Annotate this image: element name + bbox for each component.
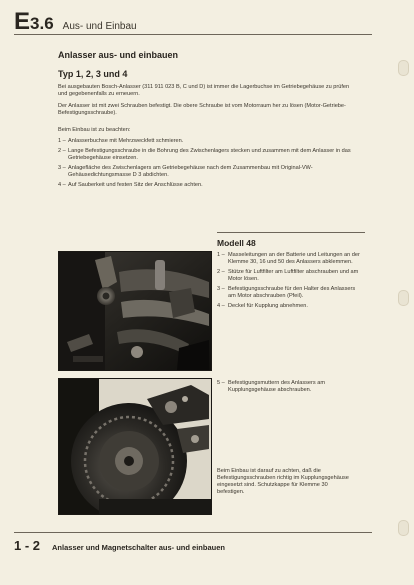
install-steps	[58, 138, 360, 192]
punch-hole	[398, 520, 409, 536]
step-text: Anlasserbuchse mit Mehrzweckfett schmieren.	[68, 138, 184, 144]
page-number: 1 - 2	[14, 538, 41, 553]
step-text: Masseleitungen an der Batterie und Leitungen an der Klemme 30, 16 und 50 des Anlassers abklemmen.	[228, 252, 360, 265]
list-item	[58, 138, 360, 145]
section-title: Aus- und Einbau	[62, 21, 137, 32]
engine-photo-illustration	[59, 252, 211, 370]
model48-steps	[217, 252, 360, 313]
punch-hole	[398, 290, 409, 306]
list-item	[217, 269, 360, 283]
type-subheading: Typ 1, 2, 3 und 4	[58, 69, 128, 79]
engine-photo	[58, 251, 212, 371]
header-rule	[14, 34, 372, 35]
step-text: Befestigungsschraube für den Halter des Anlassers am Motor abschrauben (Pfeil).	[228, 286, 356, 299]
install-note: Beim Einbau ist darauf zu achten, daß die Befestigungsschrauben richtig im Kupplungsgehäuse eingesetzt sind. Schutzkappe für Klemme 30 befestigen.	[217, 468, 349, 495]
main-heading: Anlasser aus- und einbauen	[58, 50, 179, 60]
footer-rule	[14, 532, 372, 533]
step-number: 2 –	[58, 148, 66, 154]
section-letter: E	[14, 8, 30, 35]
step-number: 4 –	[217, 303, 225, 309]
step-text: Auf Sauberkeit und festen Sitz der Anschlüsse achten.	[68, 182, 203, 188]
page-footer	[14, 538, 225, 553]
intro-paragraph-1: Bei ausgebauten Bosch-Anlasser (311 911 023 B, C und D) ist immer die Lagerbuchse im Getriebegehäuse zu prüfen und gegebenenfalls zu erneuern.	[58, 84, 350, 97]
step-number: 1 –	[58, 138, 66, 144]
model-rule	[217, 232, 365, 233]
step-number: 1 –	[217, 252, 225, 258]
section-header	[14, 8, 137, 36]
list-item	[58, 165, 360, 179]
list-item	[58, 148, 360, 162]
footer-title: Anlasser und Magnetschalter aus- und einbauen	[52, 543, 225, 552]
list-item	[58, 182, 360, 189]
list-item	[217, 286, 360, 300]
model-heading: Modell 48	[217, 238, 256, 248]
step-number: 5 –	[217, 380, 225, 386]
step-number: 3 –	[58, 165, 66, 171]
clutch-photo	[58, 378, 212, 515]
list-item	[217, 380, 360, 394]
step-text: Deckel für Kupplung abnehmen.	[228, 303, 308, 309]
list-item	[217, 303, 360, 310]
clutch-photo-illustration	[59, 379, 211, 514]
intro-paragraph-2: Der Anlasser ist mit zwei Schrauben befestigt. Die obere Schraube ist vom Motorraum her zu lösen (Motor-Getriebe-Befestigungsschraube).	[58, 103, 346, 116]
punch-hole	[398, 60, 409, 76]
model48-step5	[217, 380, 360, 397]
step-number: 3 –	[217, 286, 225, 292]
install-intro: Beim Einbau ist zu beachten:	[58, 127, 131, 133]
step-text: Lange Befestigungsschraube in die Bohrung des Zwischenlagers stecken und zusammen mit dem Anlasser in das Getriebegehäuse einsetzen.	[68, 148, 351, 161]
step-text: Stütze für Luftfilter am Luftfilter abschrauben und am Motor lösen.	[228, 269, 359, 282]
step-number: 4 –	[58, 182, 66, 188]
section-number: 3.6	[30, 14, 54, 33]
list-item	[217, 252, 360, 266]
step-number: 2 –	[217, 269, 225, 275]
step-text: Anlagefläche des Zwischenlagers am Getriebegehäuse nach dem Zusammenbau mit Original-VW-Gehäusedichtungsmasse D 3 abdichten.	[68, 165, 313, 178]
step-text: Befestigungsmuttern des Anlassers am Kupplungsgehäuse abschrauben.	[228, 380, 326, 393]
